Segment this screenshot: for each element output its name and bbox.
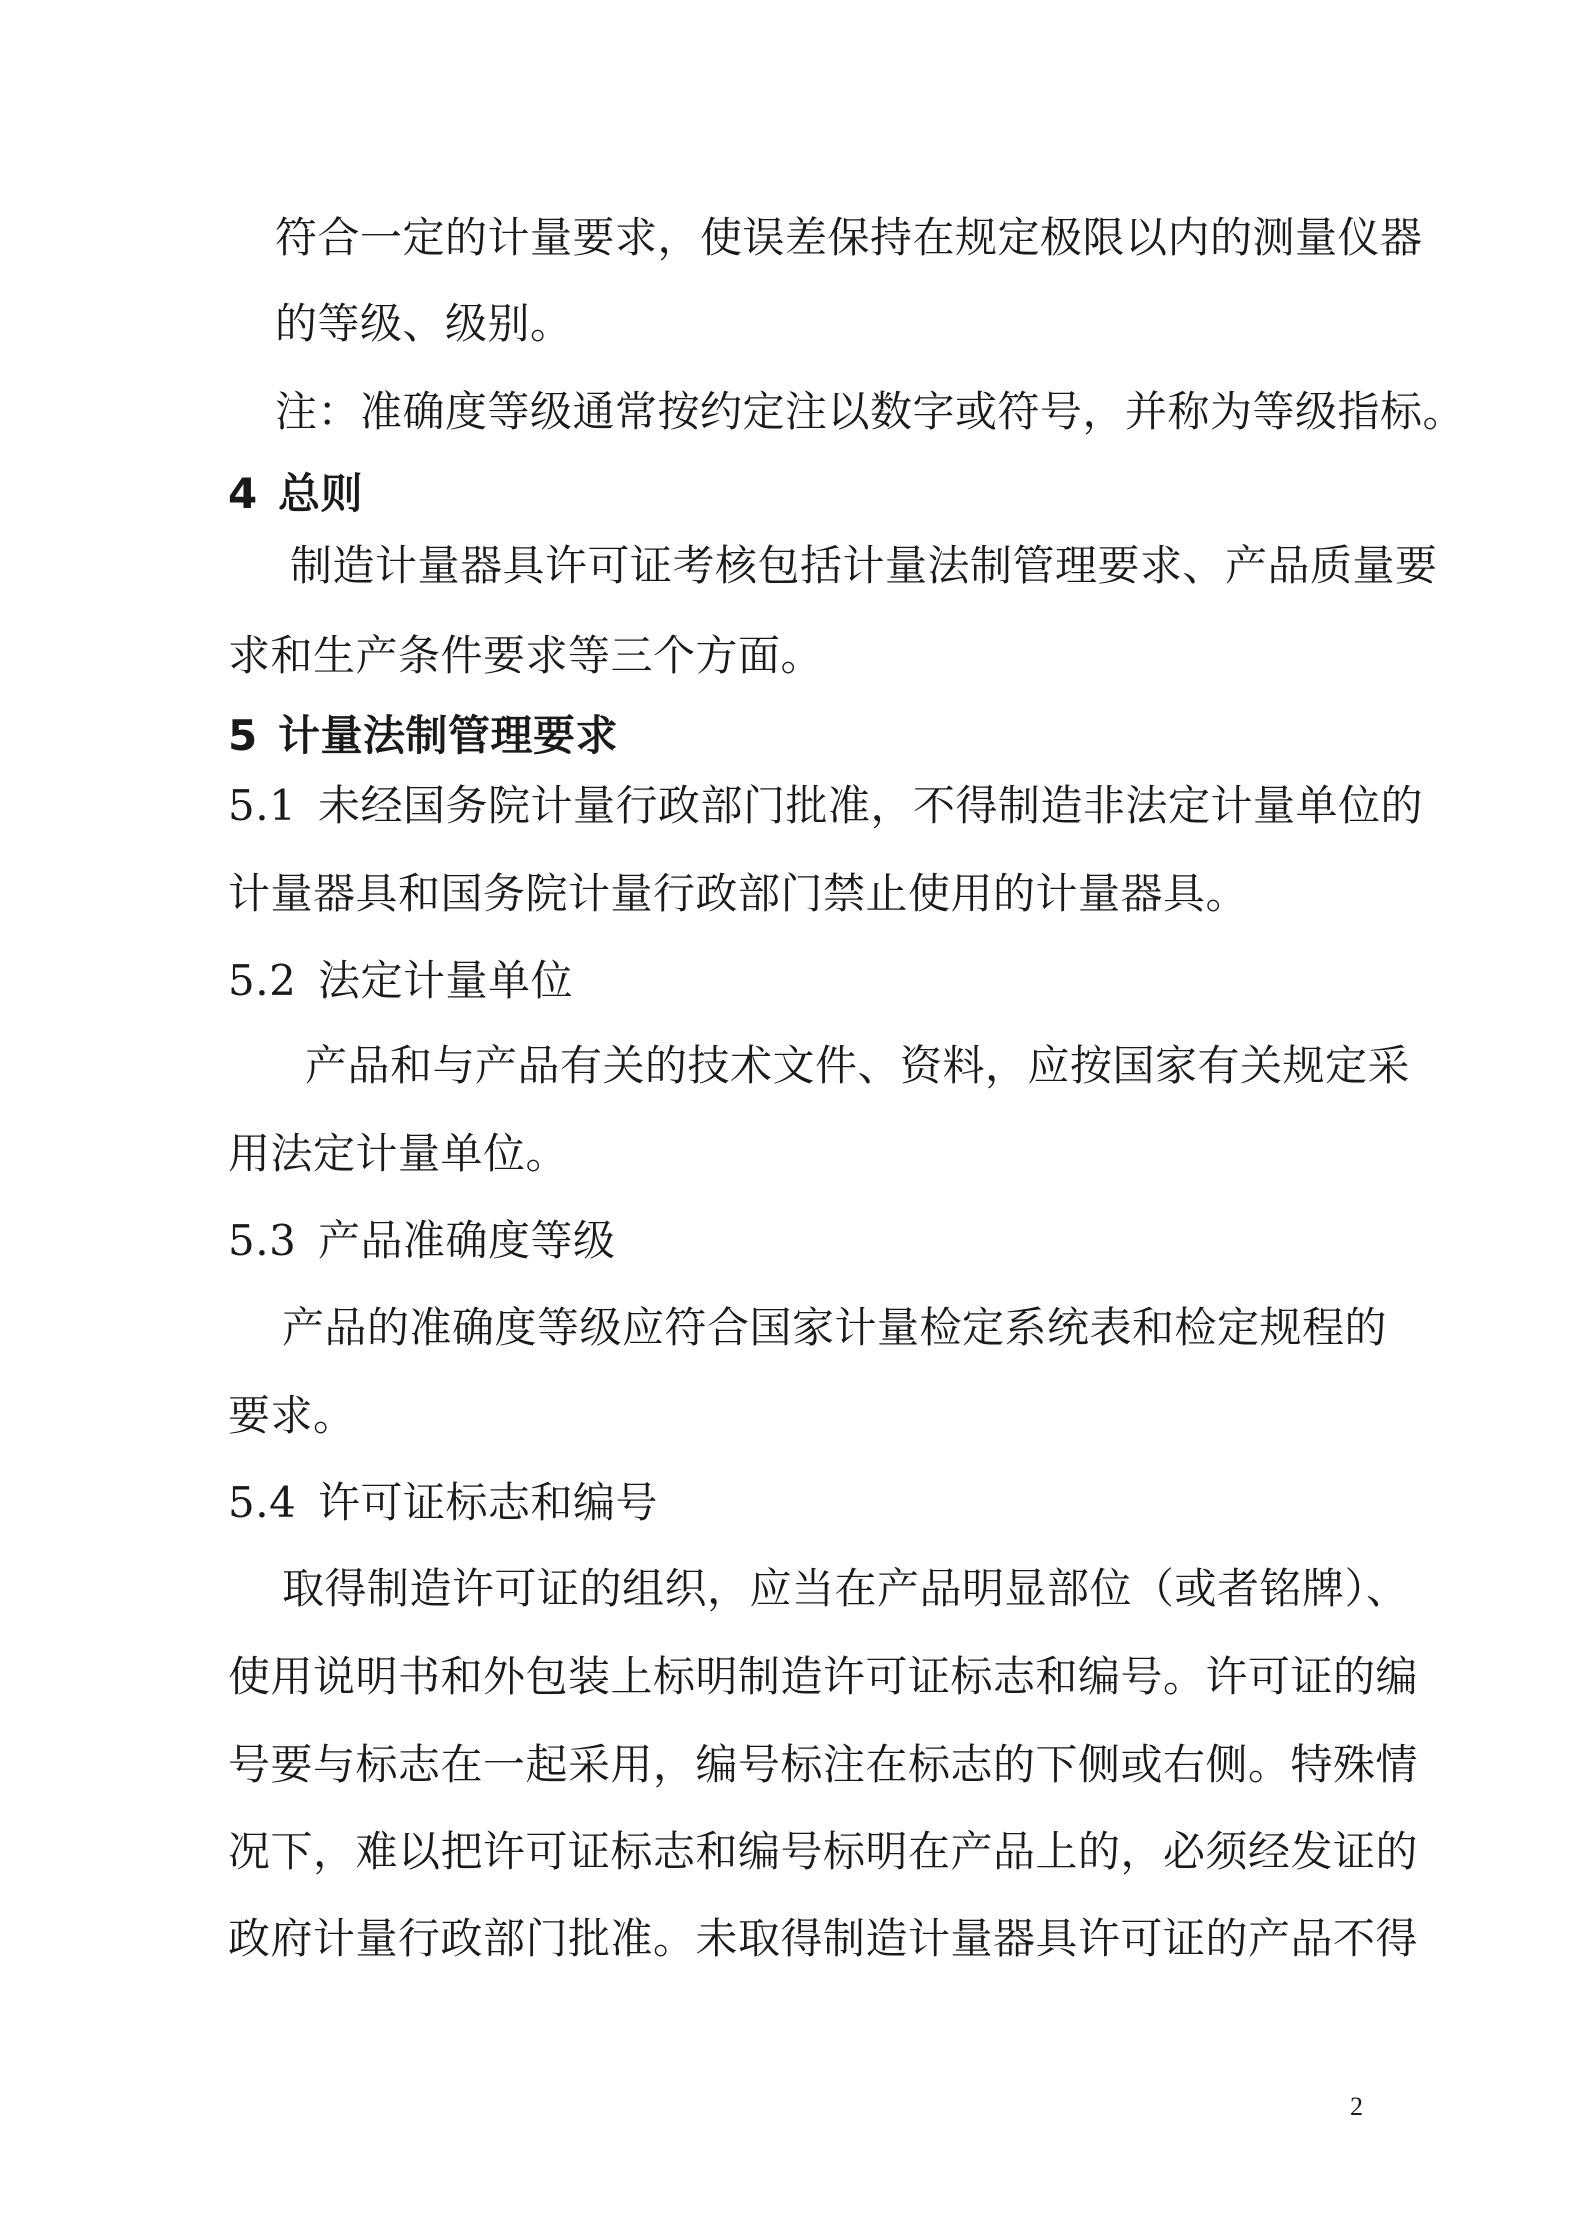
page-number: 2 <box>1350 2092 1363 2121</box>
paragraph-line: 取得制造许可证的组织，应当在产品明显部位（或者铭牌）、 <box>282 1564 1409 1613</box>
subsection-title: 法定计量单位 <box>318 956 574 1005</box>
subsection-number: 5.3 <box>228 1216 297 1265</box>
subsection-title: 许可证标志和编号 <box>318 1478 659 1527</box>
paragraph-line: 制造计量器具许可证考核包括计量法制管理要求、产品质量要 <box>290 541 1438 590</box>
paragraph-line: 符合一定的计量要求，使误差保持在规定极限以内的测量仪器 <box>275 213 1423 262</box>
paragraph-line: 政府计量行政部门批准。未取得制造计量器具许可证的产品不得 <box>228 1914 1419 1963</box>
paragraph-line: 求和生产条件要求等三个方面。 <box>228 631 824 680</box>
section-number: 5 <box>228 711 258 760</box>
note-line: 注：准确度等级通常按约定注以数字或符号，并称为等级指标。 <box>275 387 1466 436</box>
subsection-title: 产品准确度等级 <box>318 1216 616 1265</box>
paragraph-line: 产品的准确度等级应符合国家计量检定系统表和检定规程的 <box>282 1303 1388 1352</box>
subsection-5-2-heading <box>228 955 573 1007</box>
subsection-number: 5.2 <box>228 956 297 1005</box>
section-5-heading <box>228 710 618 762</box>
subsection-5-3-heading <box>228 1215 616 1267</box>
section-4-heading <box>228 468 363 520</box>
paragraph-line: 的等级、级别。 <box>275 299 573 348</box>
subsection-5-1 <box>228 780 1423 832</box>
paragraph-line: 用法定计量单位。 <box>228 1129 569 1178</box>
section-title: 总则 <box>278 469 364 518</box>
subsection-number: 5.1 <box>228 781 297 830</box>
paragraph-line: 号要与标志在一起采用，编号标注在标志的下侧或右侧。特殊情 <box>228 1740 1419 1789</box>
paragraph-line: 况下，难以把许可证标志和编号标明在产品上的，必须经发证的 <box>228 1827 1419 1876</box>
paragraph-line: 使用说明书和外包装上标明制造许可证标志和编号。许可证的编 <box>228 1652 1419 1701</box>
paragraph-line: 产品和与产品有关的技术文件、资料，应按国家有关规定采 <box>305 1041 1411 1090</box>
paragraph-line: 要求。 <box>228 1391 356 1440</box>
subsection-5-4-heading <box>228 1477 658 1529</box>
subsection-number: 5.4 <box>228 1478 297 1527</box>
section-title: 计量法制管理要求 <box>278 711 619 760</box>
paragraph-line: 计量器具和国务院计量行政部门禁止使用的计量器具。 <box>228 869 1249 918</box>
paragraph-text: 未经国务院计量行政部门批准，不得制造非法定计量单位的 <box>318 781 1424 830</box>
section-number: 4 <box>228 469 258 518</box>
